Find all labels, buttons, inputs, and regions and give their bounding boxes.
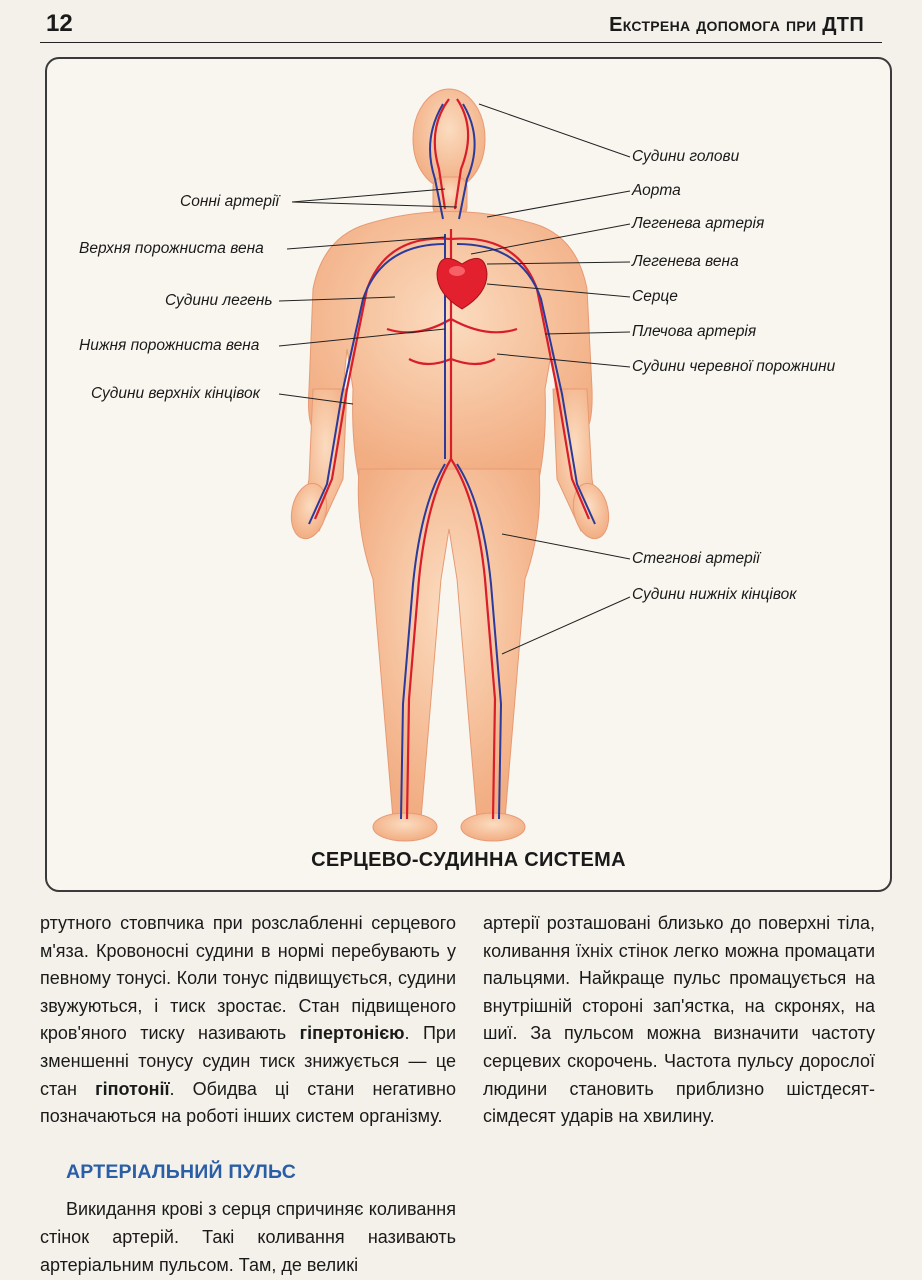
circulatory-system-illustration <box>47 59 892 892</box>
label-upper-limb-vessels: Судини верхніх кінцівок <box>91 385 260 402</box>
label-abdominal-vessels: Судини черевної порожнини <box>632 358 836 375</box>
label-heart: Серце <box>632 288 678 305</box>
running-title: Екстрена допомога при ДТП <box>609 14 864 36</box>
paragraph-pulse-detail: артерії розташовані близько до поверхні тіла, коливання їхніх стінок легко можна промацати пальцями. Найкраще пульс промацується на внутрішній стороні зап'ястка, на скронях, на шиї. За пульсом можна визначити частоту серцевих скорочень. Частота пульсу дорослої людини становить приблизно шістдесят-сімдесят ударів на хвилину. <box>483 913 875 1127</box>
label-aorta: Аорта <box>632 182 681 199</box>
term-hypertension: гіпертонією <box>299 1023 405 1044</box>
text-column-left <box>40 910 456 1279</box>
section-heading-arterial-pulse: АРТЕРІАЛЬНИЙ ПУЛЬС <box>66 1160 297 1183</box>
label-lung-vessels: Судини легень <box>165 292 273 309</box>
paragraph-blood-pressure <box>40 910 456 1131</box>
text-column-right <box>483 910 875 1131</box>
paragraph-text: ртутного стовпчика при розслабленні серцевого м'яза. Кровоносні судини в нормі перебувають у певному тонусі. Коли тонус підвищується, судини звужуються, і тиск зростає. Стан підвищеного кров'яного тиску називають <box>40 913 456 1044</box>
paragraph-text: . Обидва ці стани негативно позначаються на роботі інших систем організму. <box>40 1078 456 1127</box>
label-superior-vena-cava: Верхня порожниста вена <box>79 240 264 257</box>
label-pulmonary-vein: Легенева вена <box>632 253 739 270</box>
paragraph-text: . При зменшенні тонусу судин тиск знижується — це стан <box>40 1023 456 1099</box>
page-header <box>40 6 882 43</box>
term-hypotension: гіпотонії <box>95 1078 170 1099</box>
figure-panel <box>45 57 892 892</box>
figure-caption: СЕРЦЕВО-СУДИННА СИСТЕМА <box>311 849 626 871</box>
page-number: 12 <box>46 10 73 37</box>
label-femoral-arteries: Стегнові артерії <box>632 550 760 567</box>
label-lower-limb-vessels: Судини нижніх кінцівок <box>632 586 797 603</box>
label-pulmonary-artery: Легенева артерія <box>632 215 765 232</box>
label-inferior-vena-cava: Нижня порожниста вена <box>79 337 260 354</box>
label-head-vessels: Судини голови <box>632 148 740 165</box>
label-brachial-artery: Плечова артерія <box>632 323 757 340</box>
body-silhouette <box>287 89 614 841</box>
paragraph-pulse-intro: Викидання крові з серця спричиняє коливання стінок артерій. Такі коливання називають артеріальним пульсом. Там, де великі <box>40 1199 456 1275</box>
label-carotid-arteries: Сонні артерії <box>180 193 279 210</box>
